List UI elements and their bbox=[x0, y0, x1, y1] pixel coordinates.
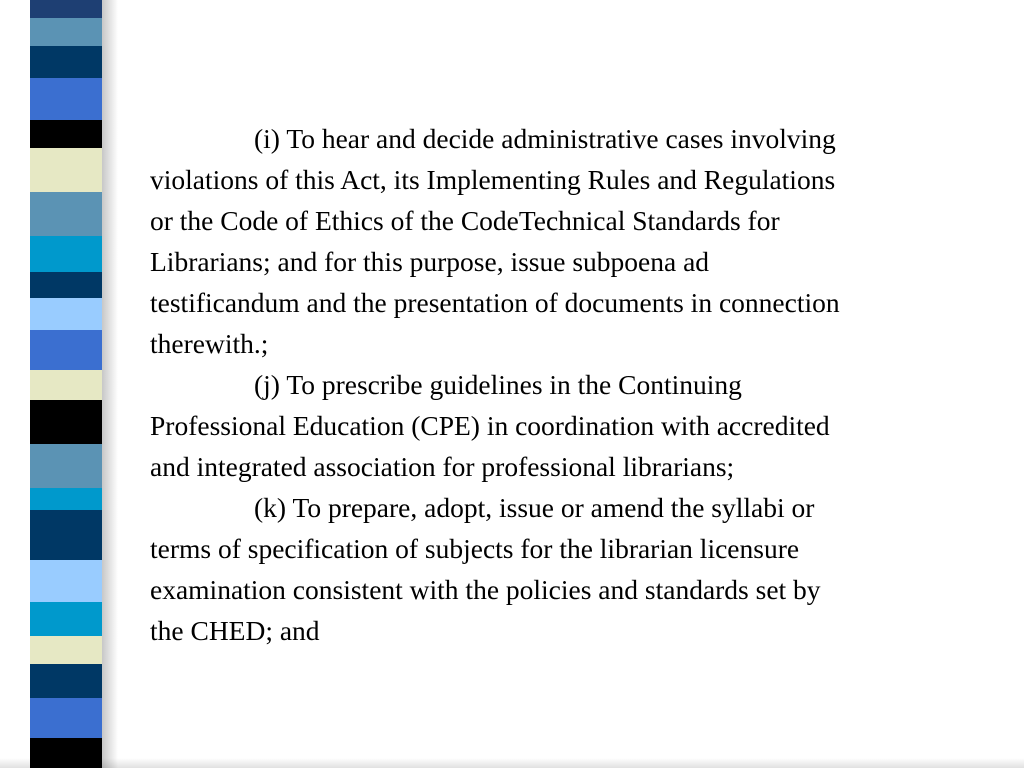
stripe-segment bbox=[30, 444, 102, 488]
stripe-segment bbox=[30, 698, 102, 738]
stripe-segment bbox=[30, 46, 102, 78]
item-k-line: (k) To prepare, adopt, issue or amend the syllabi or bbox=[254, 492, 815, 523]
item-i-line: or the Code of Ethics of the CodeTechnical Standards for bbox=[150, 205, 780, 236]
item-j-line: and integrated association for professional librarians; bbox=[150, 451, 735, 482]
stripe-segment bbox=[30, 0, 102, 18]
slide-text-body bbox=[150, 118, 1012, 651]
item-k-line: terms of specification of subjects for the librarian licensure bbox=[150, 533, 800, 564]
stripe-segment bbox=[30, 298, 102, 330]
item-i-line: therewith.; bbox=[150, 328, 269, 359]
stripe-segment bbox=[30, 664, 102, 698]
stripe-segment bbox=[30, 370, 102, 400]
item-k-line: examination consistent with the policies and standards set by bbox=[150, 574, 821, 605]
stripe-segment bbox=[30, 400, 102, 444]
stripe-segment bbox=[30, 78, 102, 120]
stripe-segment bbox=[30, 560, 102, 602]
stripe-segment bbox=[30, 636, 102, 664]
item-k-line: the CHED; and bbox=[150, 615, 320, 646]
stripe-segment bbox=[30, 120, 102, 148]
stripe-segment bbox=[30, 148, 102, 192]
stripe-segment bbox=[30, 602, 102, 636]
item-i-line: (i) To hear and decide administrative cases involving bbox=[254, 123, 836, 154]
stripe-shadow bbox=[102, 0, 118, 768]
stripe-segment bbox=[30, 330, 102, 370]
item-j-line: Professional Education (CPE) in coordination with accredited bbox=[150, 410, 830, 441]
stripe-segment bbox=[30, 272, 102, 298]
decorative-stripe bbox=[30, 0, 102, 768]
stripe-segment bbox=[30, 192, 102, 236]
item-i-line: violations of this Act, its Implementing Rules and Regulations bbox=[150, 164, 836, 195]
stripe-segment bbox=[30, 488, 102, 510]
slide-bottom-shadow bbox=[0, 758, 1024, 768]
stripe-segment bbox=[30, 236, 102, 272]
item-i-line: testificandum and the presentation of documents in connection bbox=[150, 287, 840, 318]
item-j-line: (j) To prescribe guidelines in the Continuing bbox=[254, 369, 742, 400]
stripe-segment bbox=[30, 18, 102, 46]
stripe-segment bbox=[30, 510, 102, 560]
item-i-line: Librarians; and for this purpose, issue subpoena ad bbox=[150, 246, 710, 277]
